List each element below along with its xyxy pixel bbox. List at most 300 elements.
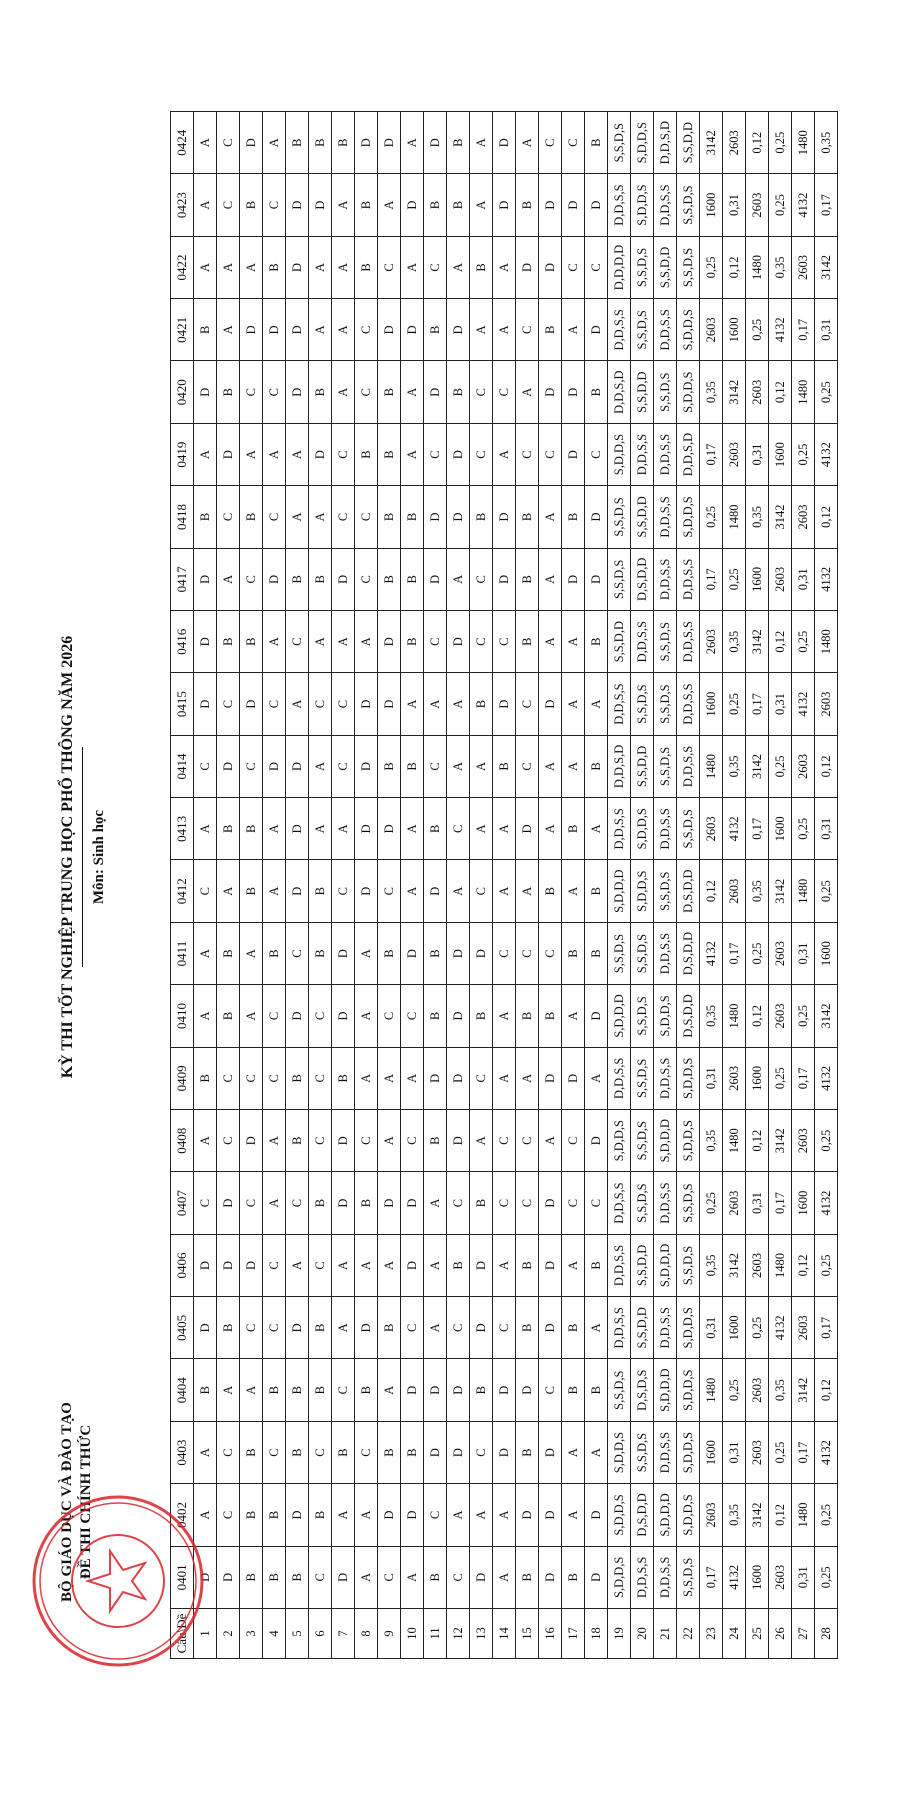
answer-cell: C xyxy=(217,1484,240,1546)
answer-cell: 1480 xyxy=(746,236,769,298)
answer-cell: B xyxy=(332,1421,355,1483)
answer-cell: C xyxy=(493,1172,516,1234)
table-row xyxy=(539,112,562,1659)
answer-cell: B xyxy=(309,361,332,423)
answer-cell: A xyxy=(194,1110,217,1172)
corner-header-cell: Câu\Đề xyxy=(171,1609,194,1659)
answer-cell: D xyxy=(585,548,608,610)
answer-cell: D xyxy=(355,112,378,174)
answer-cell: B xyxy=(585,1359,608,1421)
question-number-cell: 4 xyxy=(263,1609,286,1659)
answer-cell: 1600 xyxy=(746,548,769,610)
answer-cell: S,D,D,S xyxy=(677,1421,700,1483)
answer-cell: A xyxy=(470,299,493,361)
answer-cell: D,S,D,D xyxy=(631,548,654,610)
answer-cell: C xyxy=(217,673,240,735)
answer-cell: S,S,D,S xyxy=(654,860,677,922)
answer-cell: A xyxy=(217,299,240,361)
answer-cell: A xyxy=(424,1297,447,1359)
answer-cell: B xyxy=(378,922,401,984)
answer-cell: A xyxy=(401,1047,424,1109)
answer-cell: 0,17 xyxy=(746,673,769,735)
table-row xyxy=(723,112,746,1659)
answer-cell: A xyxy=(562,1484,585,1546)
answer-cell: D xyxy=(194,611,217,673)
answer-cell: A xyxy=(309,299,332,361)
exam-code-header: 0424 xyxy=(171,112,194,174)
answer-cell: B xyxy=(309,1484,332,1546)
answer-cell: C xyxy=(355,1110,378,1172)
answer-cell: 0,31 xyxy=(769,673,792,735)
exam-type: ĐỀ THI CHÍNH THỨC xyxy=(78,1424,94,1580)
answer-cell: 0,12 xyxy=(769,361,792,423)
ministry-name: BỘ GIÁO DỤC VÀ ĐÀO TẠO xyxy=(59,1402,75,1602)
answer-cell: D,D,S,S xyxy=(654,299,677,361)
answer-cell: C xyxy=(562,1172,585,1234)
answer-cell: 0,25 xyxy=(815,361,838,423)
answer-cell: D xyxy=(194,673,217,735)
answer-cell: D,D,S,S xyxy=(654,1172,677,1234)
answer-cell: A xyxy=(378,1234,401,1296)
answer-cell: 4132 xyxy=(815,1047,838,1109)
answer-cell: A xyxy=(263,860,286,922)
table-row xyxy=(815,112,838,1659)
table-row xyxy=(700,112,723,1659)
table-body xyxy=(194,112,838,1659)
answer-cell: S,S,D,S xyxy=(677,1172,700,1234)
answer-cell: S,S,D,D xyxy=(631,486,654,548)
answer-cell: C xyxy=(516,735,539,797)
answer-cell: 2603 xyxy=(700,611,723,673)
answer-cell: C xyxy=(539,922,562,984)
answer-cell: S,S,D,S xyxy=(677,236,700,298)
answer-cell: C xyxy=(585,423,608,485)
answer-cell: A xyxy=(493,1047,516,1109)
answer-cell: 2603 xyxy=(792,1297,815,1359)
answer-cell: C xyxy=(562,236,585,298)
answer-cell: A xyxy=(194,1421,217,1483)
answer-cell: S,D,D,S xyxy=(631,860,654,922)
answer-cell: D xyxy=(217,1234,240,1296)
answer-cell: C xyxy=(355,361,378,423)
answer-cell: B xyxy=(424,922,447,984)
answer-cell: A xyxy=(493,798,516,860)
answer-cell: S,S,D,S xyxy=(654,673,677,735)
question-number-cell: 1 xyxy=(194,1609,217,1659)
answer-cell: B xyxy=(263,1359,286,1421)
answer-cell: D xyxy=(355,860,378,922)
answer-cell: B xyxy=(585,860,608,922)
answer-cell: B xyxy=(516,1234,539,1296)
answer-cell: B xyxy=(470,985,493,1047)
answer-cell: B xyxy=(447,1234,470,1296)
answer-cell: 0,31 xyxy=(792,922,815,984)
answer-cell: C xyxy=(378,236,401,298)
answer-cell: S,S,D,D xyxy=(631,1297,654,1359)
answer-cell: C xyxy=(263,985,286,1047)
answer-cell: A xyxy=(355,1546,378,1608)
answer-cell: B xyxy=(424,174,447,236)
answer-cell: B xyxy=(562,922,585,984)
answer-cell: B xyxy=(332,1047,355,1109)
answer-cell: C xyxy=(263,1047,286,1109)
answer-cell: C xyxy=(263,673,286,735)
answer-cell: D xyxy=(493,1421,516,1483)
answer-cell: 0,31 xyxy=(700,1047,723,1109)
answer-cell: D xyxy=(332,548,355,610)
answer-cell: A xyxy=(493,1234,516,1296)
answer-cell: B xyxy=(332,112,355,174)
answer-cell: 1600 xyxy=(769,798,792,860)
answer-cell: B xyxy=(516,1421,539,1483)
answer-cell: C xyxy=(217,174,240,236)
answer-cell: C xyxy=(240,1047,263,1109)
answer-cell: B xyxy=(286,1359,309,1421)
answer-cell: B xyxy=(516,1546,539,1608)
answer-cell: D,D,S,D xyxy=(608,361,631,423)
answer-cell: 0,25 xyxy=(746,299,769,361)
answer-cell: C xyxy=(217,1047,240,1109)
exam-code-header: 0407 xyxy=(171,1172,194,1234)
table-row xyxy=(631,112,654,1659)
answer-cell: B xyxy=(217,1297,240,1359)
answer-cell: D xyxy=(447,1421,470,1483)
answer-cell: C xyxy=(470,423,493,485)
answer-cell: D xyxy=(378,1172,401,1234)
table-row xyxy=(470,112,493,1659)
exam-subject: Môn: Sinh học xyxy=(91,809,107,905)
answer-cell: D xyxy=(447,1110,470,1172)
answer-cell: A xyxy=(516,361,539,423)
question-number-cell: 14 xyxy=(493,1609,516,1659)
answer-cell: C xyxy=(217,1110,240,1172)
answer-cell: C xyxy=(493,611,516,673)
answer-cell: A xyxy=(470,735,493,797)
table-row xyxy=(493,112,516,1659)
answer-cell: A xyxy=(562,611,585,673)
question-number-cell: 7 xyxy=(332,1609,355,1659)
answer-cell: B xyxy=(194,486,217,548)
exam-code-header: 0415 xyxy=(171,673,194,735)
answer-cell: 2603 xyxy=(700,798,723,860)
answer-cell: 3142 xyxy=(700,112,723,174)
answer-cell: A xyxy=(355,1047,378,1109)
question-number-cell: 6 xyxy=(309,1609,332,1659)
answer-cell: A xyxy=(240,922,263,984)
question-number-cell: 25 xyxy=(746,1609,769,1659)
answer-cell: A xyxy=(539,735,562,797)
answer-cell: D xyxy=(516,1484,539,1546)
answer-cell: A xyxy=(493,1546,516,1608)
answer-cell: B xyxy=(355,1172,378,1234)
answer-cell: D,D,S,S xyxy=(608,1234,631,1296)
answer-cell: D xyxy=(493,486,516,548)
answer-cell: B xyxy=(401,611,424,673)
answer-cell: D xyxy=(562,174,585,236)
answer-cell: D xyxy=(424,112,447,174)
answer-cell: A xyxy=(263,611,286,673)
answer-cell: B xyxy=(217,361,240,423)
answer-cell: 0,35 xyxy=(700,361,723,423)
answer-cell: 0,12 xyxy=(700,860,723,922)
answer-cell: 1480 xyxy=(792,361,815,423)
answer-cell: C xyxy=(309,1110,332,1172)
answer-cell: C xyxy=(240,548,263,610)
answer-cell: 0,25 xyxy=(815,1234,838,1296)
answer-cell: B xyxy=(424,1110,447,1172)
answer-cell: D xyxy=(401,922,424,984)
answer-cell: B xyxy=(378,1421,401,1483)
answer-cell: A xyxy=(263,1172,286,1234)
table-header-row xyxy=(171,112,194,1659)
answer-cell: D,S,D,D xyxy=(677,985,700,1047)
question-number-cell: 5 xyxy=(286,1609,309,1659)
answer-cell: D xyxy=(516,236,539,298)
answer-cell: D xyxy=(539,361,562,423)
answer-cell: B xyxy=(240,1421,263,1483)
answer-cell: A xyxy=(585,1297,608,1359)
answer-cell: S,S,D,S xyxy=(677,1546,700,1608)
answer-cell: 1600 xyxy=(815,922,838,984)
table-row xyxy=(654,112,677,1659)
answer-cell: D xyxy=(424,1421,447,1483)
answer-cell: B xyxy=(286,1421,309,1483)
answer-cell: 4132 xyxy=(815,1172,838,1234)
question-number-cell: 24 xyxy=(723,1609,746,1659)
answer-cell: A xyxy=(286,673,309,735)
answer-cell: S,S,D,S xyxy=(654,735,677,797)
answer-cell: 2603 xyxy=(723,423,746,485)
answer-cell: D xyxy=(493,1359,516,1421)
answer-cell: D xyxy=(194,1297,217,1359)
answer-cell: 0,25 xyxy=(815,1110,838,1172)
answer-cell: A xyxy=(240,236,263,298)
answer-cell: 2603 xyxy=(746,361,769,423)
answer-cell: 0,31 xyxy=(792,1546,815,1608)
answer-cell: A xyxy=(309,735,332,797)
answer-cell: S,D,D,S xyxy=(608,1546,631,1608)
answer-cell: B xyxy=(378,486,401,548)
answer-cell: D xyxy=(286,361,309,423)
answer-cell: D xyxy=(286,860,309,922)
answer-cell: C xyxy=(447,1297,470,1359)
answer-cell: S,S,D,S xyxy=(631,299,654,361)
answer-cell: 2603 xyxy=(746,174,769,236)
answer-cell: C xyxy=(332,673,355,735)
answer-cell: 2603 xyxy=(723,1172,746,1234)
answer-cell: C xyxy=(516,423,539,485)
answer-cell: D xyxy=(539,174,562,236)
answer-cell: 0,17 xyxy=(723,922,746,984)
answer-cell: 0,31 xyxy=(746,1172,769,1234)
question-number-cell: 28 xyxy=(815,1609,838,1659)
answer-cell: D xyxy=(539,1234,562,1296)
answer-cell: A xyxy=(194,798,217,860)
answer-cell: 2603 xyxy=(792,735,815,797)
answer-cell: B xyxy=(240,611,263,673)
answer-cell: 3142 xyxy=(746,735,769,797)
answer-cell: 0,17 xyxy=(700,548,723,610)
answer-cell: C xyxy=(447,798,470,860)
answer-cell: D,D,S,S xyxy=(654,798,677,860)
answer-cell: 0,25 xyxy=(769,1421,792,1483)
answer-cell: 4132 xyxy=(815,1421,838,1483)
answer-cell: S,S,D,S xyxy=(631,1421,654,1483)
answer-cell: B xyxy=(401,548,424,610)
answer-cell: A xyxy=(493,985,516,1047)
answer-cell: B xyxy=(585,611,608,673)
answer-cell: D xyxy=(424,1359,447,1421)
answer-cell: A xyxy=(516,860,539,922)
answer-cell: 1600 xyxy=(723,299,746,361)
answer-cell: A xyxy=(493,299,516,361)
answer-cell: B xyxy=(240,1484,263,1546)
answer-cell: B xyxy=(355,236,378,298)
answer-cell: 0,25 xyxy=(723,673,746,735)
answer-cell: 0,12 xyxy=(746,1110,769,1172)
answer-cell: A xyxy=(470,112,493,174)
answer-cell: D xyxy=(378,1484,401,1546)
answer-cell: D xyxy=(539,1297,562,1359)
answer-cell: B xyxy=(240,486,263,548)
answer-cell: S,D,D,S xyxy=(608,1421,631,1483)
answer-cell: 0,25 xyxy=(769,174,792,236)
answer-cell: S,D,D,D xyxy=(654,1359,677,1421)
answer-cell: C xyxy=(516,1110,539,1172)
answer-cell: A xyxy=(240,1359,263,1421)
answer-cell: 0,25 xyxy=(815,1484,838,1546)
answer-cell: C xyxy=(286,611,309,673)
answer-cell: B xyxy=(378,548,401,610)
answer-cell: C xyxy=(424,611,447,673)
answer-cell: A xyxy=(194,922,217,984)
answer-cell: A xyxy=(332,1297,355,1359)
answer-cell: 0,35 xyxy=(815,112,838,174)
answer-cell: 0,25 xyxy=(723,1359,746,1421)
answer-cell: C xyxy=(470,548,493,610)
answer-cell: A xyxy=(355,922,378,984)
answer-cell: B xyxy=(424,798,447,860)
answer-cell: C xyxy=(309,1234,332,1296)
answer-cell: 2603 xyxy=(700,299,723,361)
answer-cell: S,D,D,D xyxy=(654,1484,677,1546)
question-number-cell: 20 xyxy=(631,1609,654,1659)
answer-cell: 1600 xyxy=(769,423,792,485)
answer-cell: 0,25 xyxy=(700,236,723,298)
answer-cell: A xyxy=(539,1110,562,1172)
answer-cell: D xyxy=(263,548,286,610)
answer-cell: A xyxy=(309,236,332,298)
answer-cell: 4132 xyxy=(769,299,792,361)
answer-cell: A xyxy=(447,673,470,735)
answer-cell: B xyxy=(309,112,332,174)
answer-cell: 1480 xyxy=(723,985,746,1047)
answer-cell: A xyxy=(401,860,424,922)
answer-cell: D xyxy=(447,922,470,984)
answer-cell: D xyxy=(217,735,240,797)
answer-cell: 0,25 xyxy=(792,611,815,673)
answer-cell: D xyxy=(332,1110,355,1172)
answer-cell: B xyxy=(470,1172,493,1234)
answer-cell: A xyxy=(470,1110,493,1172)
answer-cell: A xyxy=(286,423,309,485)
answer-cell: 0,17 xyxy=(815,174,838,236)
answer-cell: 0,31 xyxy=(815,299,838,361)
answer-cell: S,D,D,S xyxy=(677,486,700,548)
answer-cell: B xyxy=(585,112,608,174)
table-row xyxy=(378,112,401,1659)
answer-cell: D,D,S,S xyxy=(654,1421,677,1483)
answer-cell: B xyxy=(470,1359,493,1421)
answer-cell: A xyxy=(585,798,608,860)
answer-cell: A xyxy=(355,1484,378,1546)
answer-cell: S,D,D,D xyxy=(654,1234,677,1296)
answer-cell: 1480 xyxy=(792,112,815,174)
answer-cell: D xyxy=(286,236,309,298)
answer-cell: D,D,S,S xyxy=(654,922,677,984)
answer-cell: D xyxy=(539,673,562,735)
table-row xyxy=(424,112,447,1659)
answer-cell: D xyxy=(286,174,309,236)
answer-cell: A xyxy=(286,486,309,548)
answer-cell: C xyxy=(332,423,355,485)
answer-cell: A xyxy=(562,985,585,1047)
answer-cell: 3142 xyxy=(815,236,838,298)
answer-cell: 1600 xyxy=(792,1172,815,1234)
answer-cell: D xyxy=(217,423,240,485)
answer-cell: B xyxy=(355,423,378,485)
answer-cell: D xyxy=(309,423,332,485)
answer-cell: B xyxy=(562,798,585,860)
answer-cell: B xyxy=(309,1359,332,1421)
answer-cell: 3142 xyxy=(746,611,769,673)
answer-cell: S,D,D,S xyxy=(608,1484,631,1546)
answer-cell: A xyxy=(263,112,286,174)
answer-cell: A xyxy=(447,1484,470,1546)
table-row xyxy=(516,112,539,1659)
answer-cell: B xyxy=(217,611,240,673)
answer-cell: D xyxy=(355,735,378,797)
answer-cell: D xyxy=(424,486,447,548)
answer-cell: S,D,D,S xyxy=(677,361,700,423)
exam-code-header: 0417 xyxy=(171,548,194,610)
answer-cell: C xyxy=(539,423,562,485)
answer-cell: S,S,D,S xyxy=(608,922,631,984)
answer-cell: D,D,S,S xyxy=(654,423,677,485)
answer-cell: D,D,D,D xyxy=(608,236,631,298)
answer-cell: B xyxy=(286,1047,309,1109)
answer-cell: 3142 xyxy=(746,1484,769,1546)
answer-cell: B xyxy=(562,1297,585,1359)
question-number-cell: 8 xyxy=(355,1609,378,1659)
answer-cell: 0,25 xyxy=(815,1546,838,1608)
table-row xyxy=(608,112,631,1659)
answer-cell: D xyxy=(332,985,355,1047)
answer-cell: D,D,S,S xyxy=(608,673,631,735)
answer-cell: 0,35 xyxy=(700,985,723,1047)
answer-cell: 1600 xyxy=(700,174,723,236)
answer-cell: C xyxy=(355,548,378,610)
answer-cell: B xyxy=(355,1359,378,1421)
answer-cell: S,S,D,S xyxy=(677,798,700,860)
answer-cell: D xyxy=(286,735,309,797)
answer-cell: D xyxy=(378,112,401,174)
answer-cell: D,D,S,D xyxy=(677,423,700,485)
answer-cell: D xyxy=(401,299,424,361)
answer-cell: 4132 xyxy=(700,922,723,984)
answer-cell: 4132 xyxy=(723,798,746,860)
answer-cell: B xyxy=(378,361,401,423)
